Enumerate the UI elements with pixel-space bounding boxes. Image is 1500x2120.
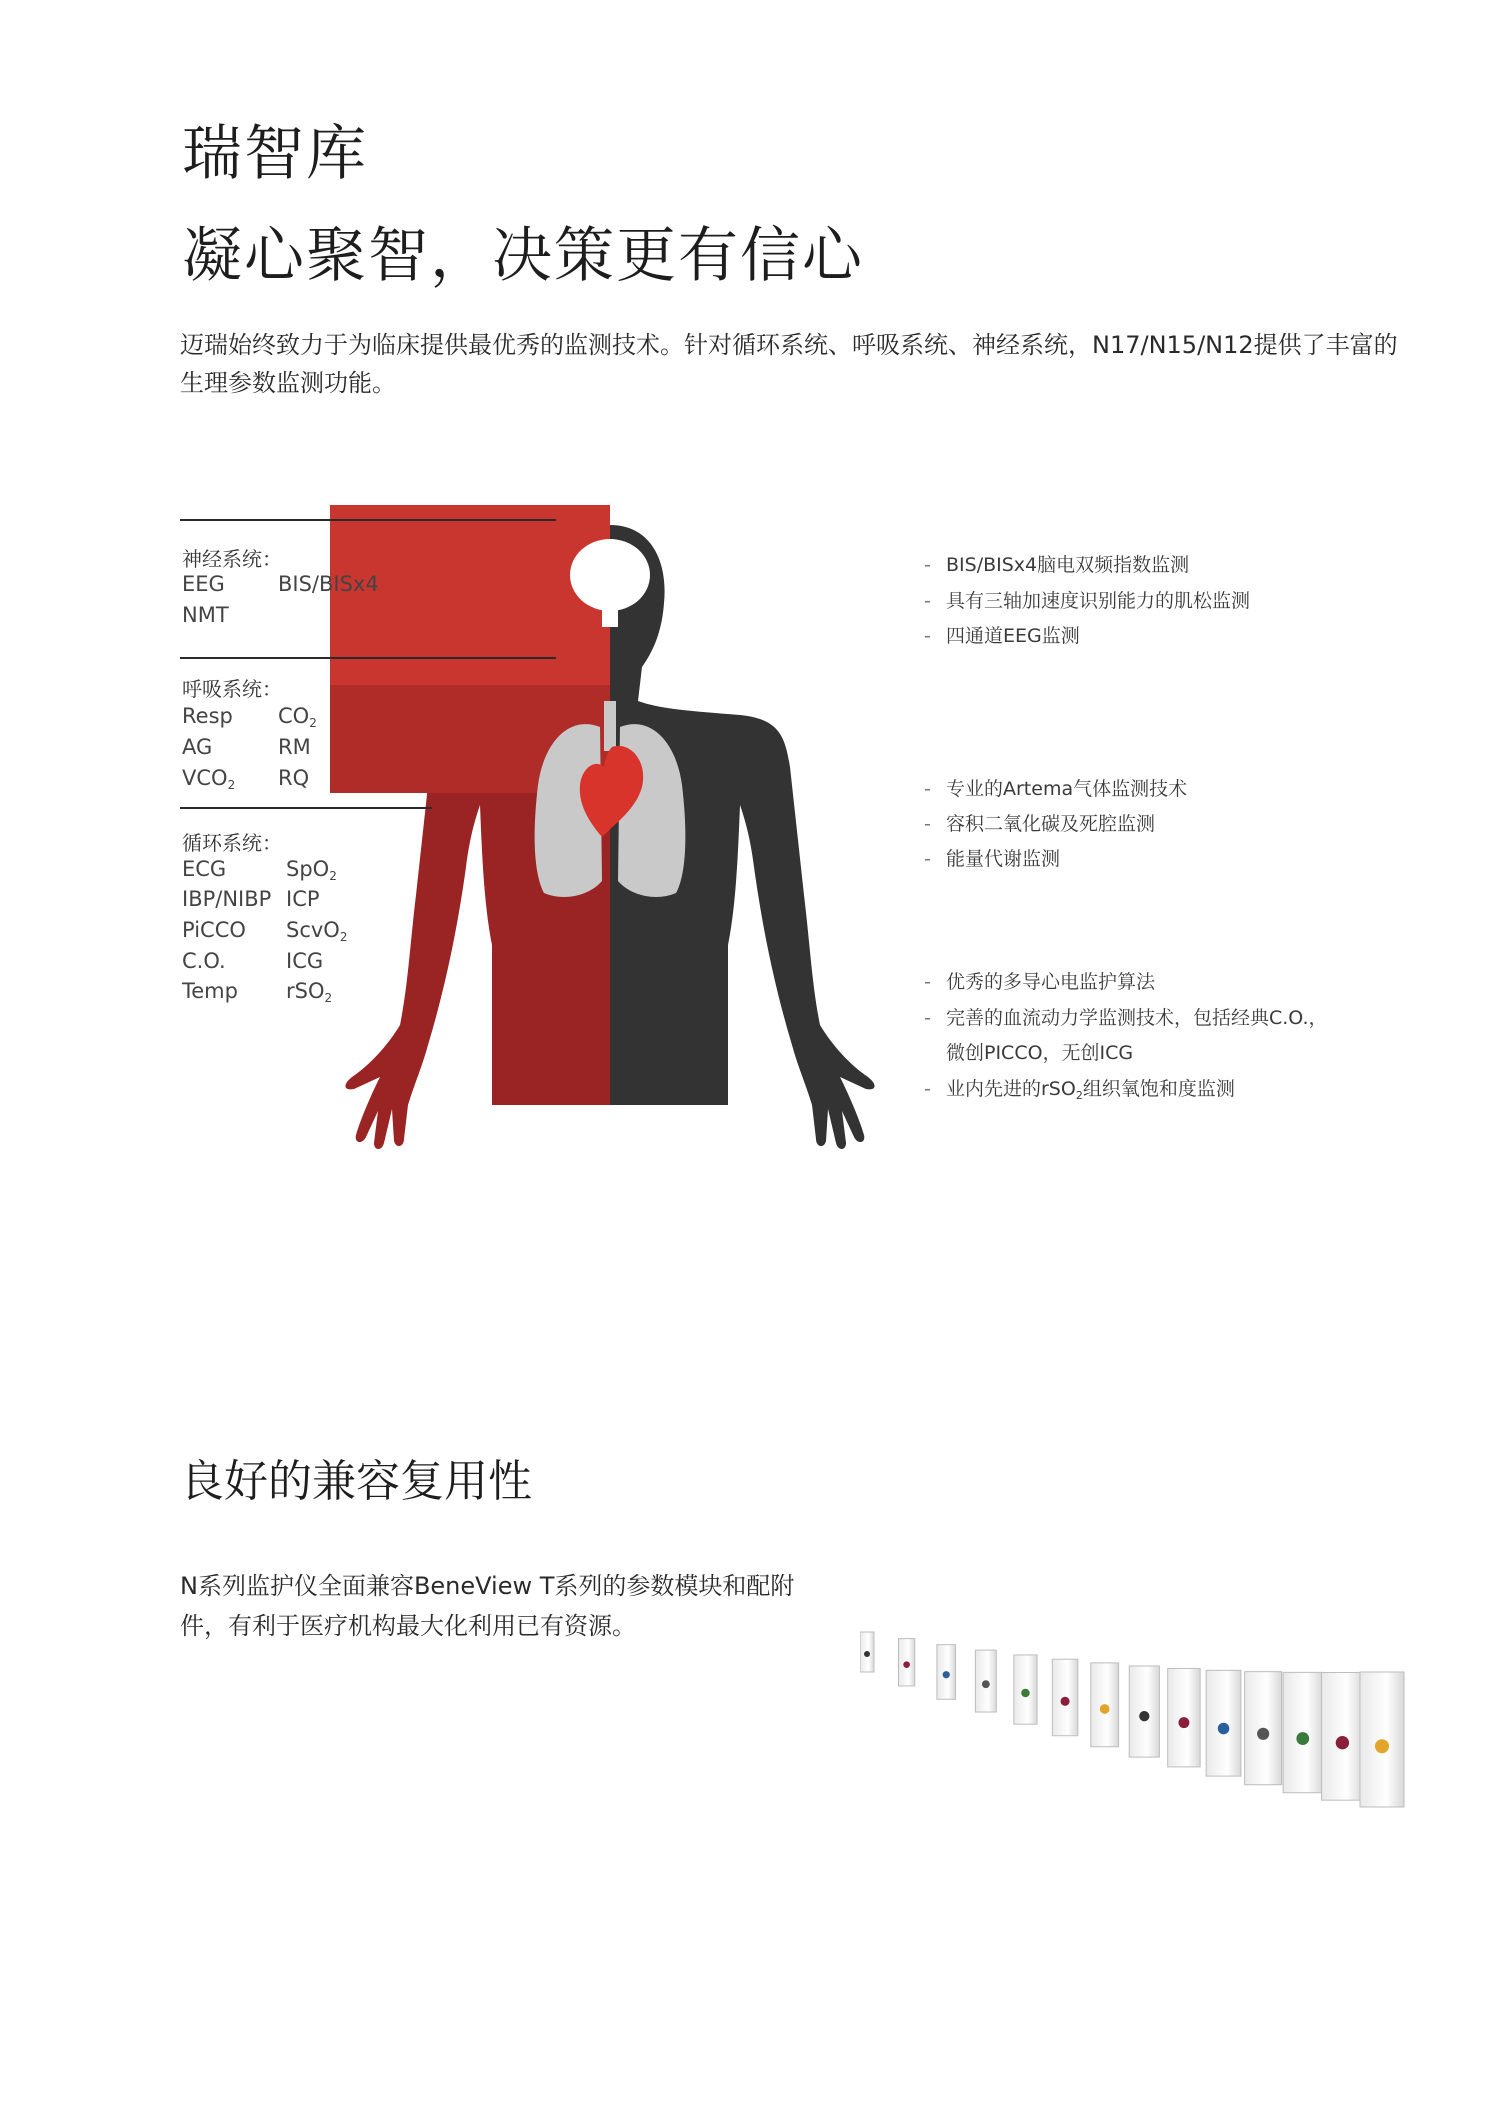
param-vco2: $VCO_2$ — [182, 766, 236, 792]
brain-shape — [570, 539, 650, 611]
param-co: C.O. — [182, 949, 226, 973]
feature-neuro-2: - 具有三轴加速度识别能力的肌松监测 — [924, 590, 1251, 612]
section-title-compatibility: 良好的兼容复用性 — [180, 1456, 532, 1507]
param-ibp-nibp: IBP/NIBP — [182, 887, 272, 911]
module-connector — [1218, 1723, 1230, 1735]
module-connector — [1100, 1704, 1110, 1714]
module-connector — [982, 1680, 990, 1688]
module-connector — [1296, 1732, 1309, 1745]
param-co2: $CO_2$ — [278, 704, 317, 730]
param-resp: Resp — [182, 704, 233, 728]
parameter-modules-image — [860, 1612, 1420, 1824]
param-picco: PiCCO — [182, 918, 246, 942]
body-illustration — [330, 505, 890, 1155]
feature-resp-2: - 容积二氧化碳及死腔监测 — [924, 813, 1156, 835]
feature-resp-1: - 专业的Artema气体监测技术 — [924, 778, 1188, 800]
module-connector — [1257, 1728, 1269, 1740]
feature-circ-1: - 优秀的多导心电监护算法 — [924, 971, 1156, 993]
param-rq: RQ — [278, 766, 310, 790]
resp-system-title: 呼吸系统： — [182, 677, 282, 701]
resp-rule — [180, 657, 556, 659]
feature-resp-3: - 能量代谢监测 — [924, 848, 1061, 870]
page-subtitle: 凝心聚智，决策更有信心 — [182, 221, 864, 291]
module-connector — [1375, 1739, 1389, 1753]
feature-circ-3: - 业内先进的rSO$_2$组织氧饱和度监测 — [924, 1078, 1235, 1102]
param-eeg: EEG — [182, 572, 225, 596]
neuro-system-title: 神经系统： — [182, 547, 282, 571]
param-scvo2: ScvO$_2$ — [286, 918, 348, 944]
intro-paragraph: 迈瑞始终致力于为临床提供最优秀的监测技术。针对循环系统、呼吸系统、神经系统，N17/N15/N12提供了丰富的生理参数监测功能。 — [180, 331, 1398, 397]
module-connector — [903, 1661, 910, 1668]
param-rso2: rSO$_2$ — [286, 979, 333, 1005]
feature-neuro-3: - 四通道EEG监测 — [924, 625, 1080, 647]
param-ag: AG — [182, 735, 213, 759]
param-ecg: ECG — [182, 857, 227, 881]
module-connector — [1139, 1711, 1149, 1721]
feature-circ-2-cont: 微创PICCO，无创ICG — [946, 1042, 1134, 1064]
circ-rule — [180, 807, 432, 809]
param-bis: BIS/BISx4 — [278, 572, 379, 596]
page-title: 瑞智库 — [182, 119, 368, 189]
feature-neuro-1: - BIS/BISx4脑电双频指数监测 — [924, 554, 1190, 576]
module-connector — [1061, 1697, 1070, 1706]
param-spo2: SpO$_2$ — [286, 857, 337, 883]
module-connector — [1178, 1717, 1189, 1728]
module-connector — [1336, 1736, 1349, 1749]
param-rm: RM — [278, 735, 311, 759]
circ-system-title: 循环系统： — [182, 831, 282, 855]
param-icp: ICP — [286, 887, 320, 911]
section-paragraph-compatibility: N系列监护仪全面兼容BeneView T系列的参数模块和配附件，有利于医疗机构最大化利用已有资源。 — [180, 1572, 795, 1640]
module-connector — [864, 1651, 870, 1657]
param-temp: Temp — [182, 979, 238, 1003]
module-connector — [1021, 1689, 1029, 1697]
module-connector — [943, 1671, 950, 1678]
neuro-rule — [180, 519, 556, 521]
param-nmt: NMT — [182, 603, 229, 627]
feature-circ-2: - 完善的血流动力学监测技术，包括经典C.O.， — [924, 1007, 1328, 1029]
param-icg: ICG — [286, 949, 324, 973]
